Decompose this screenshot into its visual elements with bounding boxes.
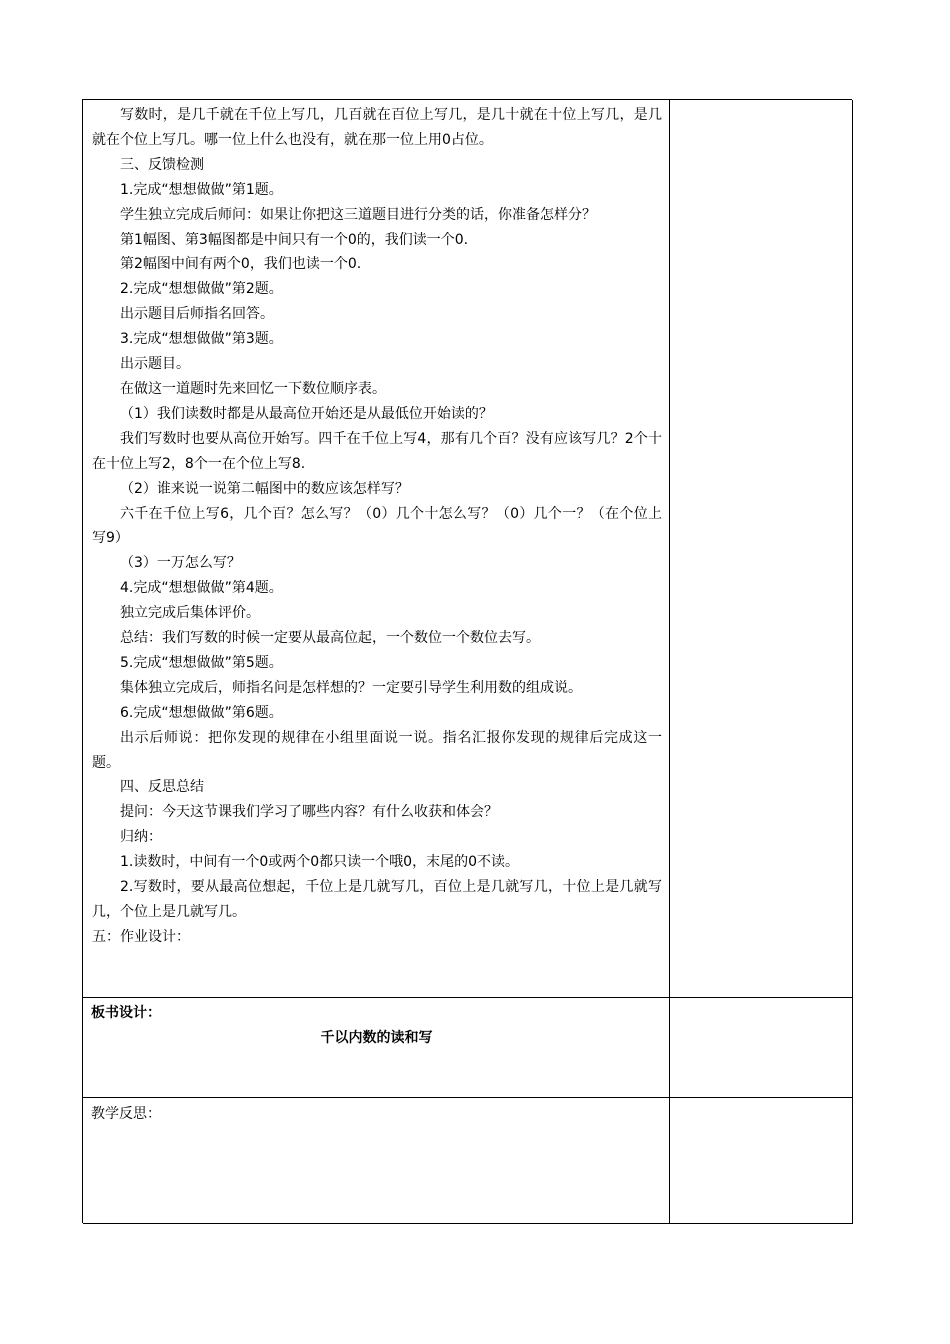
paragraph: 独立完成后集体评价。 [120, 605, 260, 622]
paragraph: 出示题目。 [120, 356, 190, 373]
paragraph: 写数时，是几千就在千位上写几，几百就在百位上写几，是几十就在十位上写几，是几就在个位上写几。哪一位上什么也没有，就在那一位上用0占位。 [92, 107, 662, 148]
paragraph: 提问：今天这节课我们学习了哪些内容？有什么收获和体会？ [120, 804, 498, 821]
homework-heading: 五：作业设计： [92, 928, 190, 945]
notes-column-cell [670, 998, 853, 1098]
paragraph: 出示后师说：把你发现的规律在小组里面说一说。指名汇报你发现的规律后完成这一题。 [92, 729, 662, 771]
paragraph: 我们写数时也要从高位开始写。四千在千位上写4，那有几个百？没有应该写几？2个十在十位上写2，8个一在个位上写8. [92, 430, 662, 472]
paragraph: 1.读数时，中间有一个0或两个0都只读一个哦0，末尾的0不读。 [120, 854, 519, 871]
board-design-title: 千以内数的读和写 [320, 1030, 433, 1046]
paragraph: （1）我们读数时都是从最高位开始还是从最低位开始读的？ [120, 405, 493, 422]
section-heading: 四、反思总结 [120, 779, 204, 796]
paragraph: 1.完成“想想做做”第1题。 [120, 181, 283, 198]
paragraph: 2.写数时，要从最高位想起，千位上是几就写几，百位上是几就写几，十位上是几就写几，个位上是几就写几。 [92, 879, 662, 920]
paragraph: 3.完成“想想做做”第3题。 [120, 331, 283, 348]
lesson-content [92, 103, 662, 950]
paragraph: 六千在千位上写6，几个百？怎么写？（0）几个十怎么写？（0）几个一？（在个位上写9） [92, 505, 662, 547]
reflection-cell [83, 1098, 670, 1224]
paragraph: （2）谁来说一说第二幅图中的数应该怎样写？ [120, 480, 409, 497]
board-design-cell [83, 998, 670, 1098]
notes-column-cell [670, 1098, 853, 1224]
paragraph: 4.完成“想想做做”第4题。 [120, 580, 283, 597]
paragraph: 归纳： [120, 829, 162, 846]
lesson-plan-table [82, 99, 852, 1223]
paragraph: 第2幅图中间有两个0，我们也读一个0. [120, 256, 362, 273]
paragraph: 集体独立完成后，师指名问是怎样想的？一定要引导学生利用数的组成说。 [120, 679, 582, 696]
lesson-content-cell [83, 100, 670, 998]
paragraph: 总结：我们写数的时候一定要从最高位起，一个数位一个数位去写。 [120, 630, 540, 647]
paragraph: 5.完成“想想做做”第5题。 [120, 654, 283, 671]
paragraph: 在做这一道题时先来回忆一下数位顺序表。 [120, 380, 386, 397]
paragraph: 6.完成“想想做做”第6题。 [120, 704, 283, 721]
paragraph: （3）一万怎么写？ [120, 555, 241, 572]
paragraph: 出示题目后师指名回答。 [120, 306, 274, 323]
paragraph: 2.完成“想想做做”第2题。 [120, 281, 283, 298]
notes-column-cell [670, 100, 853, 998]
board-design-label: 板书设计： [91, 1005, 161, 1021]
section-heading: 三、反馈检测 [120, 156, 204, 173]
paragraph: 学生独立完成后师问：如果让你把这三道题目进行分类的话，你准备怎样分？ [120, 206, 596, 223]
paragraph: 第1幅图、第3幅图都是中间只有一个0的，我们读一个0. [120, 231, 469, 248]
reflection-label: 教学反思： [91, 1106, 161, 1122]
